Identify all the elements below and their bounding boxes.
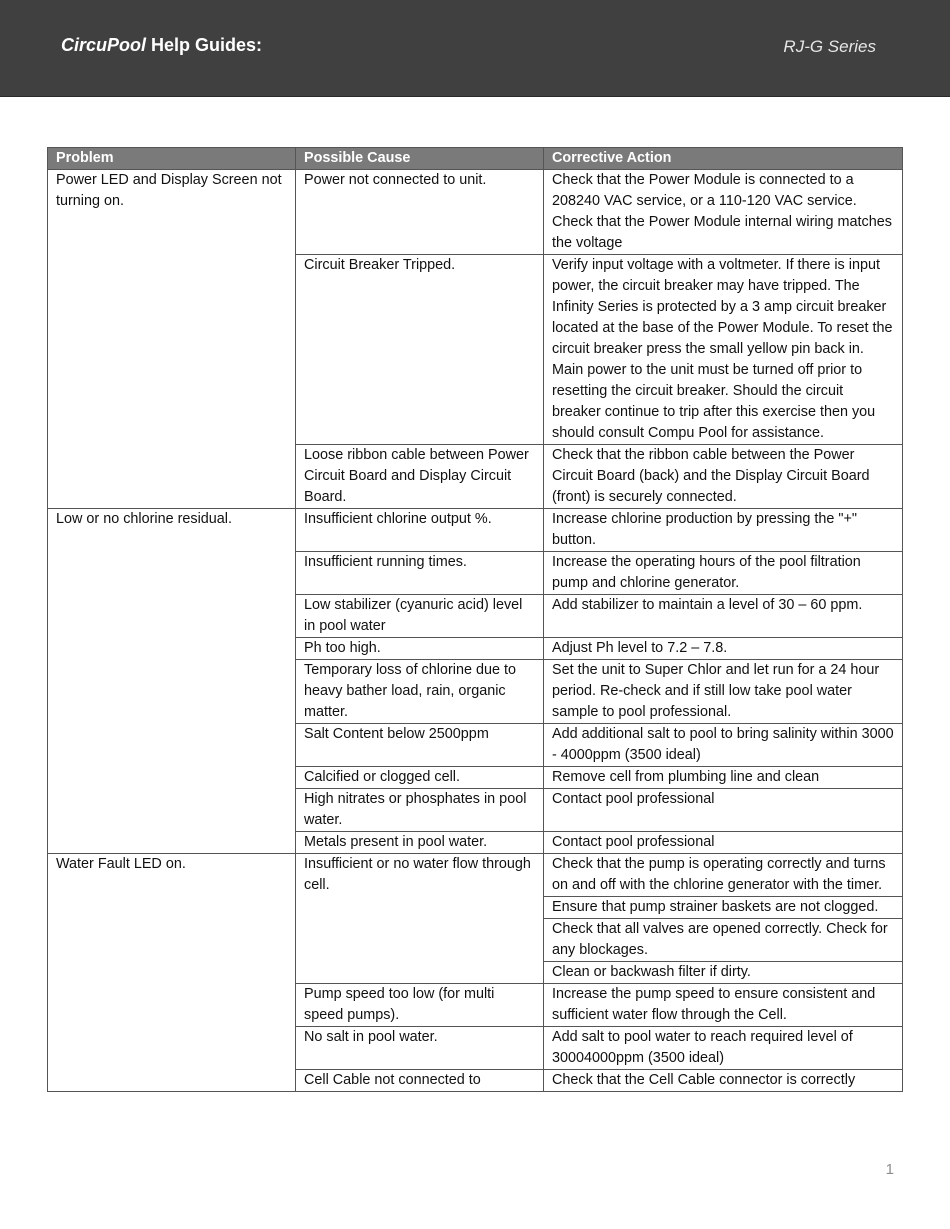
cause-cell: Salt Content below 2500ppm (296, 724, 544, 767)
action-cell: Add salt to pool water to reach required level of 30004000ppm (3500 ideal) (544, 1027, 903, 1070)
action-cell: Check that the ribbon cable between the Power Circuit Board (back) and the Display Circuit Board (front) is securely connected. (544, 445, 903, 509)
action-cell: Check that all valves are opened correctly. Check for any blockages. (544, 919, 903, 962)
cause-cell: Low stabilizer (cyanuric acid) level in pool water (296, 595, 544, 638)
cause-cell: Calcified or clogged cell. (296, 767, 544, 789)
table-row (48, 170, 903, 255)
action-cell: Increase the pump speed to ensure consistent and sufficient water flow through the Cell. (544, 984, 903, 1027)
action-cell: Verify input voltage with a voltmeter. If there is input power, the circuit breaker may have tripped. The Infinity Series is protected by a 3 amp circuit breaker located at the base of the Power Module. To reset the circuit breaker press the small yellow pin back in. Main power to the unit must be turned off prior to resetting the circuit breaker. Should the circuit breaker continue to trip after this exercise then you should consult Compu Pool for assistance. (544, 255, 903, 445)
cause-cell: No salt in pool water. (296, 1027, 544, 1070)
title-text: Help Guides: (146, 35, 263, 55)
problem-cell: Water Fault LED on. (48, 854, 296, 1092)
cause-cell: Pump speed too low (for multi speed pumps). (296, 984, 544, 1027)
action-cell: Remove cell from plumbing line and clean (544, 767, 903, 789)
cause-cell: Power not connected to unit. (296, 170, 544, 255)
action-cell: Contact pool professional (544, 789, 903, 832)
cause-cell: Cell Cable not connected to (296, 1070, 544, 1092)
cause-cell: Metals present in pool water. (296, 832, 544, 854)
action-cell: Adjust Ph level to 7.2 – 7.8. (544, 638, 903, 660)
cause-cell: Ph too high. (296, 638, 544, 660)
page-number: 1 (885, 1161, 894, 1178)
cause-cell: Loose ribbon cable between Power Circuit Board and Display Circuit Board. (296, 445, 544, 509)
cause-cell: High nitrates or phosphates in pool water. (296, 789, 544, 832)
action-cell: Ensure that pump strainer baskets are not clogged. (544, 897, 903, 919)
action-cell: Increase the operating hours of the pool filtration pump and chlorine generator. (544, 552, 903, 595)
series-label: RJ-G Series (783, 37, 876, 56)
cause-cell: Temporary loss of chlorine due to heavy bather load, rain, organic matter. (296, 660, 544, 724)
action-cell: Clean or backwash filter if dirty. (544, 962, 903, 984)
table-row (48, 854, 903, 897)
action-cell: Add stabilizer to maintain a level of 30 – 60 ppm. (544, 595, 903, 638)
action-cell: Set the unit to Super Chlor and let run for a 24 hour period. Re-check and if still low take pool water sample to pool professional. (544, 660, 903, 724)
cause-cell: Insufficient chlorine output %. (296, 509, 544, 552)
action-cell: Increase chlorine production by pressing the "+" button. (544, 509, 903, 552)
action-cell: Check that the pump is operating correctly and turns on and off with the chlorine generator with the timer. (544, 854, 903, 897)
action-cell: Check that the Power Module is connected to a 208240 VAC service, or a 110-120 VAC service. Check that the Power Module internal wiring matches the voltage (544, 170, 903, 255)
table-row (48, 509, 903, 552)
table-header-row (48, 148, 903, 170)
brand-name: CircuPool (61, 35, 147, 55)
cause-cell: Insufficient running times. (296, 552, 544, 595)
action-cell: Add additional salt to pool to bring salinity within 3000 - 4000ppm (3500 ideal) (544, 724, 903, 767)
problem-cell: Low or no chlorine residual. (48, 509, 296, 854)
column-header-possible-cause: Possible Cause (296, 148, 544, 170)
troubleshooting-table (47, 147, 903, 1092)
table-body (48, 170, 903, 1092)
action-cell: Contact pool professional (544, 832, 903, 854)
action-cell: Check that the Cell Cable connector is correctly (544, 1070, 903, 1092)
column-header-corrective-action: Corrective Action (544, 148, 903, 170)
problem-cell: Power LED and Display Screen not turning on. (48, 170, 296, 509)
column-header-problem: Problem (48, 148, 296, 170)
page-header (0, 0, 950, 97)
cause-cell: Insufficient or no water flow through cell. (296, 854, 544, 984)
document-title (61, 35, 262, 56)
cause-cell: Circuit Breaker Tripped. (296, 255, 544, 445)
